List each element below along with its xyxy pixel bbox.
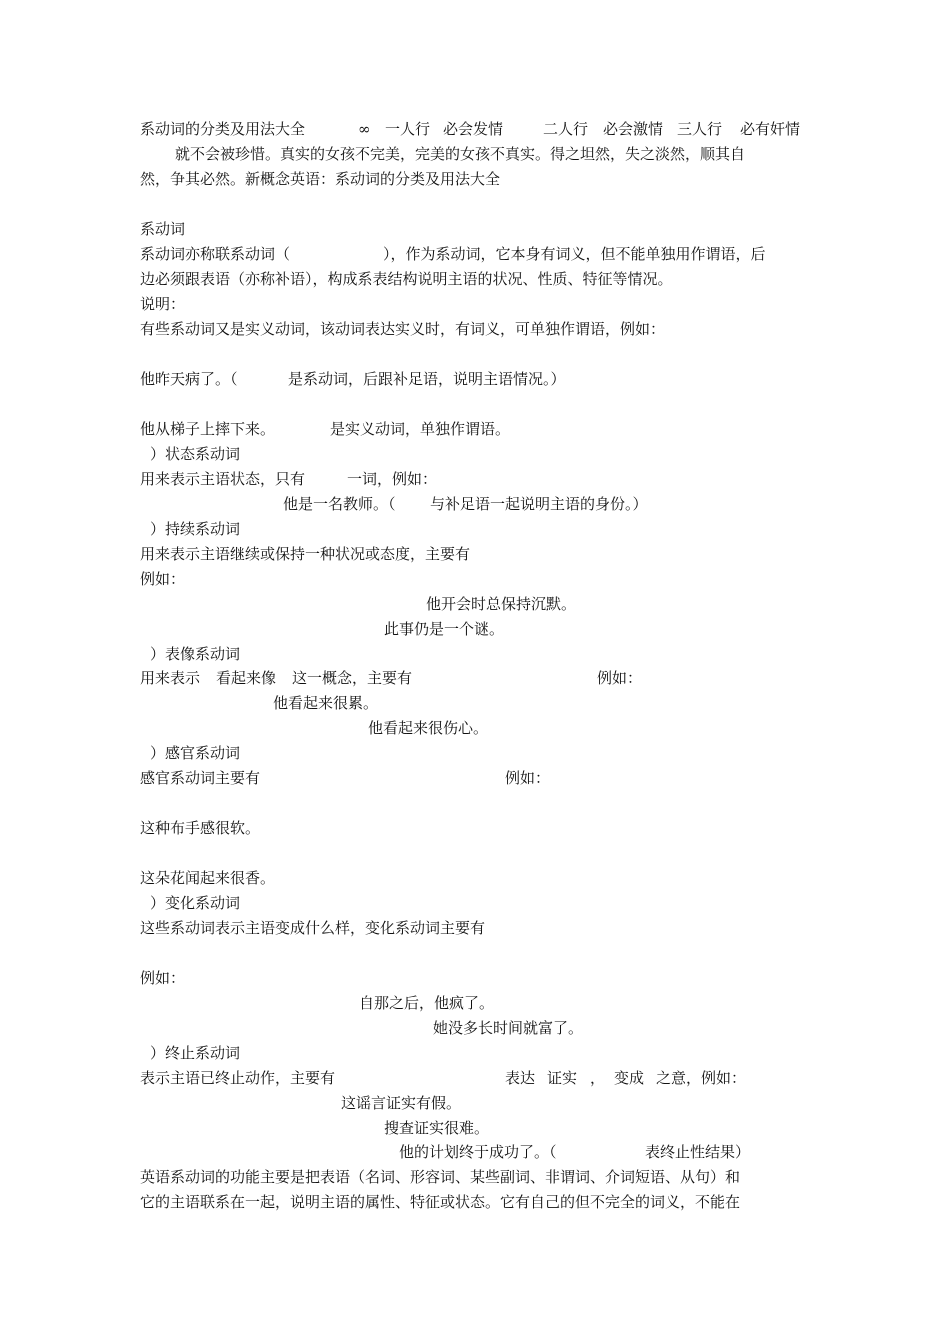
example-text: 此事仍是一个谜。 (384, 620, 505, 638)
paragraph-text: 这一概念，主要有 (292, 669, 413, 687)
paragraph-text: 变成 (614, 1069, 645, 1087)
example-note: 是实义动词，单独作谓语。 (330, 420, 511, 438)
infinity-symbol: ∞ (358, 120, 371, 138)
paragraph-text: 例如： (140, 570, 186, 588)
example-text: 搜查证实很难。 (384, 1119, 490, 1137)
heading-text: 系动词 (140, 220, 186, 238)
title-phrase: 一人行 (385, 120, 431, 138)
example-text: 自那之后，他疯了。 (359, 994, 495, 1012)
heading-text: ）感官系动词 (150, 744, 241, 762)
example-text: 这谣言证实有假。 (341, 1094, 462, 1112)
paragraph-text: 之意，例如： (656, 1069, 747, 1087)
paragraph-text: 这些系动词表示主语变成什么样，变化系动词主要有 (140, 919, 486, 937)
title-phrase: 三人行 (677, 120, 723, 138)
example-text: 他看起来很累。 (273, 694, 379, 712)
paragraph-text: 就不会被珍惜。真实的女孩不完美，完美的女孩不真实。得之坦然，失之淡然，顺其自 (175, 145, 746, 163)
paragraph-text: 证实 (547, 1069, 578, 1087)
title-phrase: 二人行 (543, 120, 589, 138)
example-text: 他开会时总保持沉默。 (426, 595, 577, 613)
title-phrase: 必会发情 (443, 120, 504, 138)
paragraph-text: 例如： (597, 669, 643, 687)
example-note: 表终止性结果） (645, 1143, 751, 1161)
paragraph-text: 表达 (505, 1069, 536, 1087)
paragraph-text: 系动词亦称联系动词（ (140, 245, 291, 263)
paragraph-text: 用来表示 (140, 669, 201, 687)
example-text: 她没多长时间就富了。 (433, 1019, 584, 1037)
example-text: 这朵花闻起来很香。 (140, 869, 276, 887)
heading-text: ）表像系动词 (150, 645, 241, 663)
example-text: 他从梯子上摔下来。 (140, 420, 276, 438)
example-text: 他是一名教师。（ (283, 495, 396, 513)
example-text: 他昨天病了。（ (140, 370, 238, 388)
paragraph-text: 有些系动词又是实义动词，该动词表达实义时，有词义，可单独作谓语，例如： (140, 320, 666, 338)
doc-title: 系动词的分类及用法大全 (140, 120, 306, 138)
heading-text: ）变化系动词 (150, 894, 241, 912)
paragraph-text: ， (590, 1069, 606, 1087)
title-phrase: 必有奸情 (740, 120, 801, 138)
example-text: 他看起来很伤心。 (368, 719, 489, 737)
text-line (140, 1190, 815, 1265)
example-note: 是系动词，后跟补足语，说明主语情况。） (288, 370, 566, 388)
paragraph-text: 例如： (505, 769, 551, 787)
paragraph-text: 然，争其必然。新概念英语：系动词的分类及用法大全 (140, 170, 501, 188)
paragraph-text: 表示主语已终止动作，主要有 (140, 1069, 336, 1087)
paragraph-text: 用来表示主语继续或保持一种状况或态度，主要有 (140, 545, 471, 563)
paragraph-text: 英语系动词的功能主要是把表语（名词、形容词、某些副词、非谓词、介词短语、从句）和 (140, 1168, 741, 1186)
paragraph-text: 说明： (140, 295, 186, 313)
example-note: 与补足语一起说明主语的身份。） (430, 495, 648, 513)
paragraph-text: 看起来像 (216, 669, 277, 687)
example-text: 这种布手感很软。 (140, 819, 261, 837)
example-text: 他的计划终于成功了。（ (399, 1143, 557, 1161)
heading-text: ）状态系动词 (150, 445, 241, 463)
title-phrase: 必会激情 (603, 120, 664, 138)
paragraph-text: 边必须跟表语（亦称补语），构成系表结构说明主语的状况、性质、特征等情况。 (140, 270, 673, 288)
paragraph-text: 感官系动词主要有 (140, 769, 261, 787)
heading-text: ）持续系动词 (150, 520, 241, 538)
paragraph-text: 用来表示主语状态，只有 (140, 470, 306, 488)
heading-text: ）终止系动词 (150, 1044, 241, 1062)
paragraph-text: 例如： (140, 969, 186, 987)
paragraph-text: 一词，例如： (347, 470, 438, 488)
paragraph-text: ），作为系动词，它本身有词义，但不能单独用作谓语，后 (383, 245, 766, 263)
paragraph-text: 它的主语联系在一起，说明主语的属性、特征或状态。它有自己的但不完全的词义，不能在 (140, 1193, 741, 1211)
